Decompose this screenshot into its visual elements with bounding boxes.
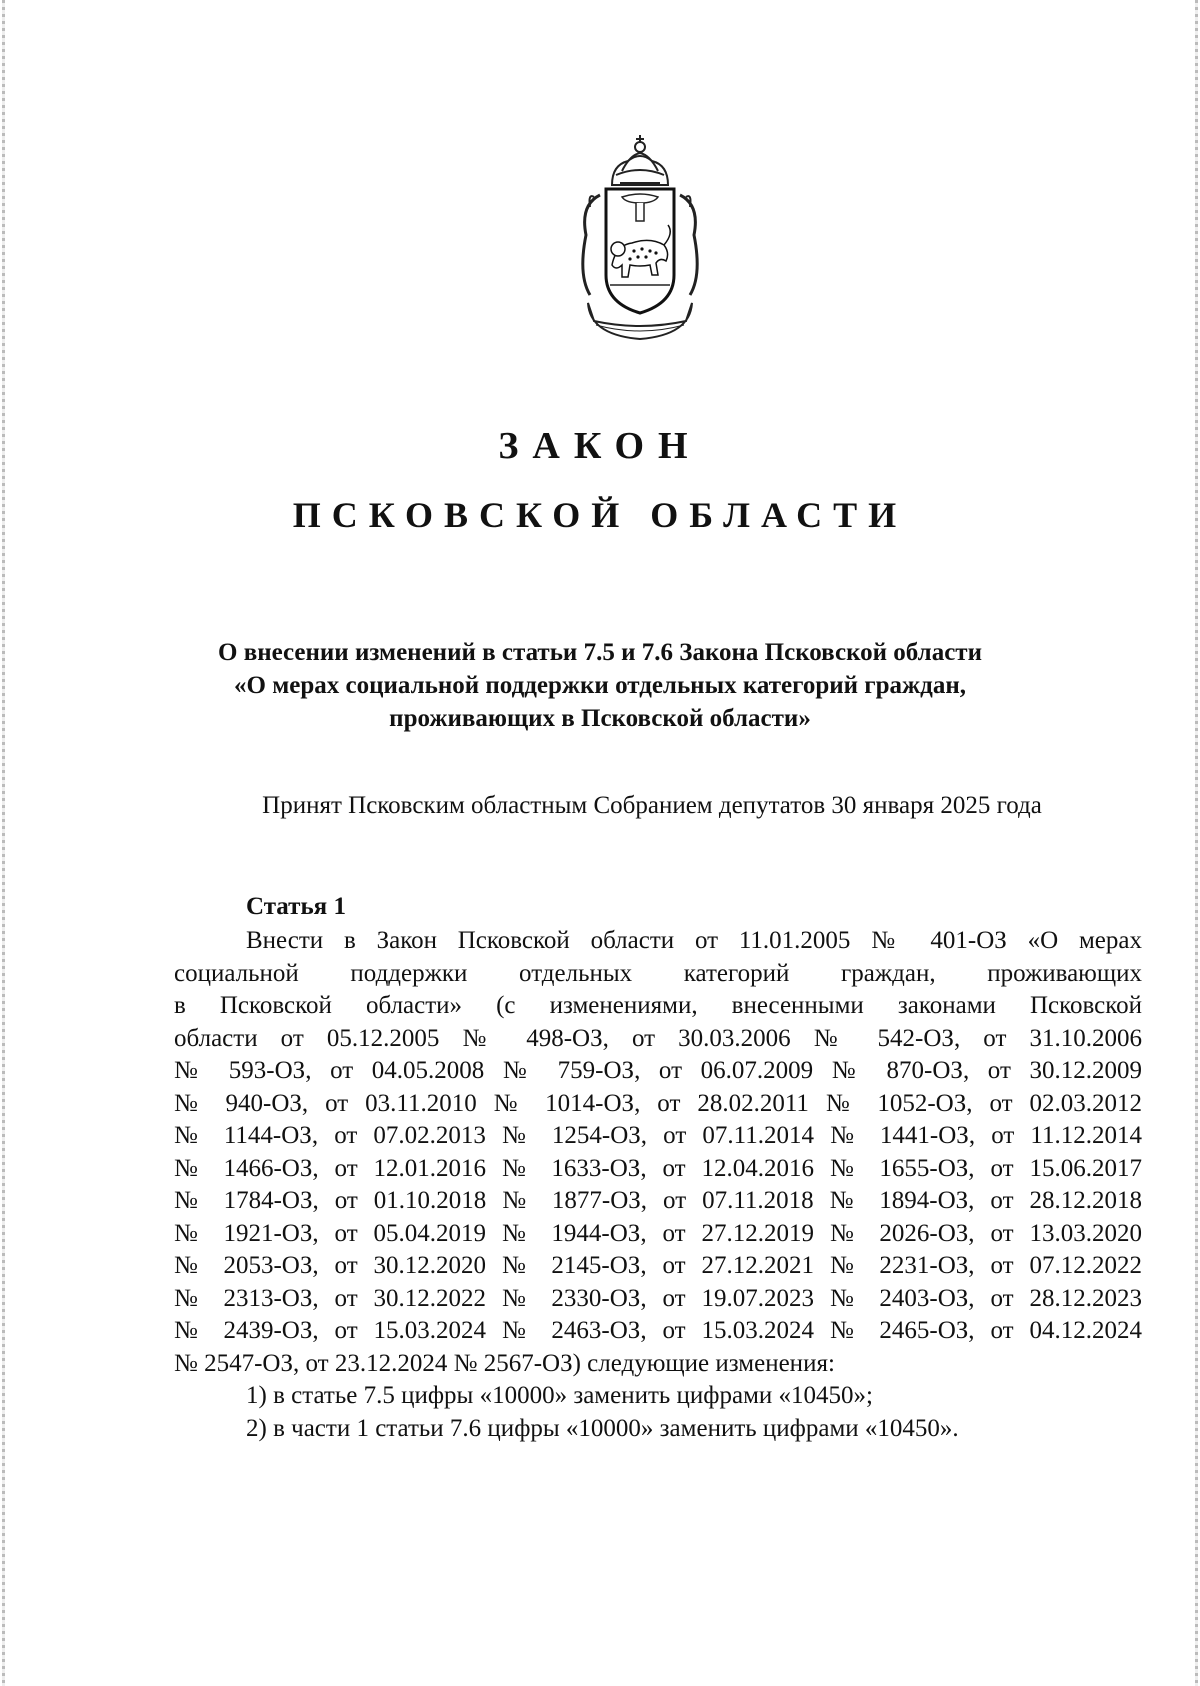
article-line: № 2053-ОЗ, от 30.12.2020 № 2145-ОЗ, от 27.12.2021 № 2231-ОЗ, от 07.12.2022: [174, 1252, 1142, 1279]
article-heading: Статья 1: [246, 893, 346, 920]
article-line: № 593-ОЗ, от 04.05.2008 № 759-ОЗ, от 06.07.2009 № 870-ОЗ, от 30.12.2009: [174, 1057, 1142, 1084]
amendment-item: 2) в части 1 статьи 7.6 цифры «10000» заменить цифрами «10450».: [246, 1414, 959, 1442]
article-line: № 1144-ОЗ, от 07.02.2013 № 1254-ОЗ, от 07.11.2014 № 1441-ОЗ, от 11.12.2014: [174, 1122, 1142, 1149]
amendment-item: 1) в статье 7.5 цифры «10000» заменить цифрами «10450»;: [246, 1382, 874, 1409]
scan-edge-right: [1195, 0, 1198, 1686]
article-line: Внести в Закон Псковской области от 11.01.2005 № 401-ОЗ «О мерах: [246, 927, 1142, 954]
article-line: № 2313-ОЗ, от 30.12.2022 № 2330-ОЗ, от 19.07.2023 № 2403-ОЗ, от 28.12.2023: [174, 1284, 1142, 1312]
article-line: области от 05.12.2005 № 498-ОЗ, от 30.03.2006 № 542-ОЗ, от 31.10.2006: [174, 1024, 1142, 1052]
article-line: № 940-ОЗ, от 03.11.2010 № 1014-ОЗ, от 28.02.2011 № 1052-ОЗ, от 02.03.2012: [174, 1089, 1142, 1117]
subject-line: О внесении изменений в статьи 7.5 и 7.6 Закона Псковской области: [218, 639, 982, 666]
subject-line: проживающих в Псковской области»: [389, 705, 811, 732]
article-line: № 1784-ОЗ, от 01.10.2018 № 1877-ОЗ, от 07.11.2018 № 1894-ОЗ, от 28.12.2018: [174, 1187, 1142, 1214]
article-line: № 2439-ОЗ, от 15.03.2024 № 2463-ОЗ, от 15.03.2024 № 2465-ОЗ, от 04.12.2024: [174, 1317, 1142, 1344]
law-region: ПСКОВСКОЙ ОБЛАСТИ: [292, 495, 908, 535]
law-subject: [180, 636, 1020, 735]
adoption-statement: Принят Псковским областным Собранием депутатов 30 января 2025 года: [262, 792, 1042, 819]
article-line: в Псковской области» (с изменениями, внесенными законами Псковской: [174, 992, 1142, 1019]
article-body: [174, 925, 1142, 1445]
scan-edge-left: [2, 0, 5, 1686]
law-title: ЗАКОН: [498, 425, 702, 467]
subject-line: «О мерах социальной поддержки отдельных категорий граждан,: [234, 672, 966, 699]
article-line: № 1921-ОЗ, от 05.04.2019 № 1944-ОЗ, от 27.12.2019 № 2026-ОЗ, от 13.03.2020: [174, 1219, 1142, 1247]
article-line: № 2547-ОЗ, от 23.12.2024 № 2567-ОЗ) следующие изменения:: [174, 1349, 835, 1377]
article-line: № 1466-ОЗ, от 12.01.2016 № 1633-ОЗ, от 12.04.2016 № 1655-ОЗ, от 15.06.2017: [174, 1154, 1142, 1182]
pskov-coat-of-arms-emblem: [560, 125, 720, 365]
article-line: социальной поддержки отдельных категорий граждан, проживающих: [174, 959, 1142, 987]
